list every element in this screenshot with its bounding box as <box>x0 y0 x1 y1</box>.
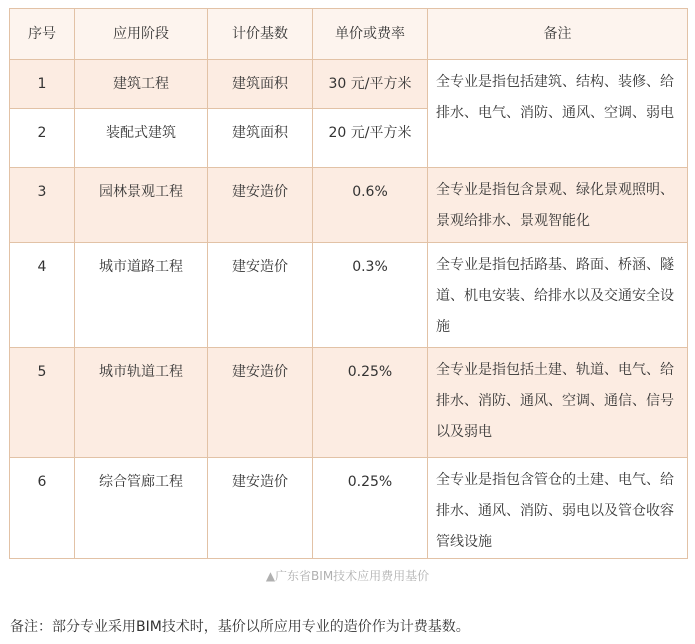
row-base: 建筑面积 <box>208 60 313 109</box>
row-base: 建安造价 <box>208 243 313 348</box>
header-rate: 单价或费率 <box>313 9 428 60</box>
row-stage: 园林景观工程 <box>75 168 208 243</box>
row-no: 4 <box>10 243 75 348</box>
row-stage: 装配式建筑 <box>75 109 208 168</box>
table-row <box>10 60 688 109</box>
footnote: 备注：部分专业采用BIM技术时，基价以所应用专业的造价作为计费基数。 <box>10 619 470 635</box>
row-stage: 综合管廊工程 <box>75 458 208 559</box>
row-base: 建筑面积 <box>208 109 313 168</box>
table-row <box>10 168 688 243</box>
fee-table <box>9 8 688 559</box>
row-stage: 城市轨道工程 <box>75 348 208 458</box>
row-no: 6 <box>10 458 75 559</box>
row-rate: 0.6% <box>313 168 428 243</box>
row-stage: 建筑工程 <box>75 60 208 109</box>
row-stage: 城市道路工程 <box>75 243 208 348</box>
header-stage: 应用阶段 <box>75 9 208 60</box>
header-note: 备注 <box>428 9 688 60</box>
row-note: 全专业是指包括路基、路面、桥涵、隧道、机电安装、给排水以及交通安全设施 <box>428 243 688 348</box>
row-note: 全专业是指包含管仓的土建、电气、给排水、通风、消防、弱电以及管仓收容管线设施 <box>428 458 688 559</box>
row-base: 建安造价 <box>208 348 313 458</box>
table-row <box>10 348 688 458</box>
row-base: 建安造价 <box>208 458 313 559</box>
row-note: 全专业是指包括建筑、结构、装修、给排水、电气、消防、通风、空调、弱电 <box>428 60 688 168</box>
row-base: 建安造价 <box>208 168 313 243</box>
row-rate: 0.3% <box>313 243 428 348</box>
header-base: 计价基数 <box>208 9 313 60</box>
row-no: 1 <box>10 60 75 109</box>
table-row <box>10 458 688 559</box>
header-no: 序号 <box>10 9 75 60</box>
row-note: 全专业是指包含景观、绿化景观照明、景观给排水、景观智能化 <box>428 168 688 243</box>
row-no: 2 <box>10 109 75 168</box>
row-rate: 0.25% <box>313 458 428 559</box>
table-caption: ▲广东省BIM技术应用费用基价 <box>265 569 430 583</box>
table-header-row <box>10 9 688 60</box>
row-note: 全专业是指包括土建、轨道、电气、给排水、消防、通风、空调、通信、信号以及弱电 <box>428 348 688 458</box>
row-no: 3 <box>10 168 75 243</box>
table-row <box>10 243 688 348</box>
row-rate: 20 元/平方米 <box>313 109 428 168</box>
row-rate: 0.25% <box>313 348 428 458</box>
row-rate: 30 元/平方米 <box>313 60 428 109</box>
row-no: 5 <box>10 348 75 458</box>
